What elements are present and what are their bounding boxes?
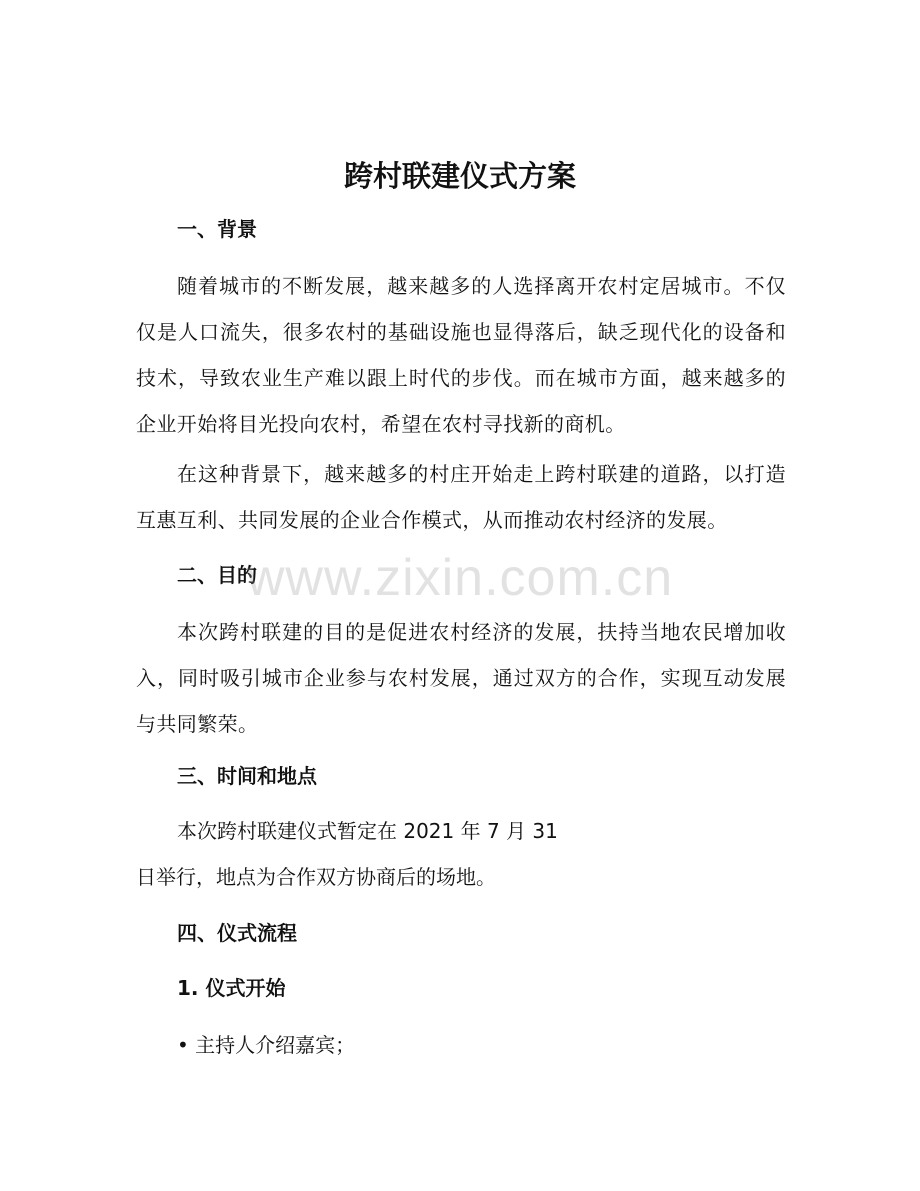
background-paragraph-1: 随着城市的不断发展，越来越多的人选择离开农村定居城市。不仅仅是人口流失，很多农村的基础设施也显得落后，缺乏现代化的设备和技术，导致农业生产难以跟上时代的步伐。而在城市方面，越来越多的企业开始将目光投向农村，希望在农村寻找新的商机。 xyxy=(136,274,786,436)
purpose-paragraph: 本次跨村联建的目的是促进农村经济的发展，扶持当地农民增加收入，同时吸引城市企业参与农村发展，通过双方的合作，实现互动发展与共同繁荣。 xyxy=(136,620,786,736)
time-place-line-1: 本次跨村联建仪式暂定在 2021 年 7 月 31 xyxy=(177,819,558,843)
document-title: 跨村联建仪式方案 xyxy=(343,159,576,193)
section-heading-time-place: 三、时间和地点 xyxy=(177,764,317,788)
bullet-item: • 主持人介绍嘉宾； xyxy=(177,1033,356,1057)
section-heading-procedure: 四、仪式流程 xyxy=(177,921,297,945)
subheading-ceremony-start: 1. 仪式开始 xyxy=(177,976,286,1000)
watermark: www.zixin.com.cn xyxy=(246,549,674,607)
section-heading-purpose: 二、目的 xyxy=(177,563,257,587)
section-heading-background: 一、背景 xyxy=(177,217,257,241)
time-place-line-2: 日举行，地点为合作双方协商后的场地。 xyxy=(136,865,496,889)
background-paragraph-2: 在这种背景下，越来越多的村庄开始走上跨村联建的道路，以打造互惠互利、共同发展的企业合作模式，从而推动农村经济的发展。 xyxy=(136,462,786,532)
